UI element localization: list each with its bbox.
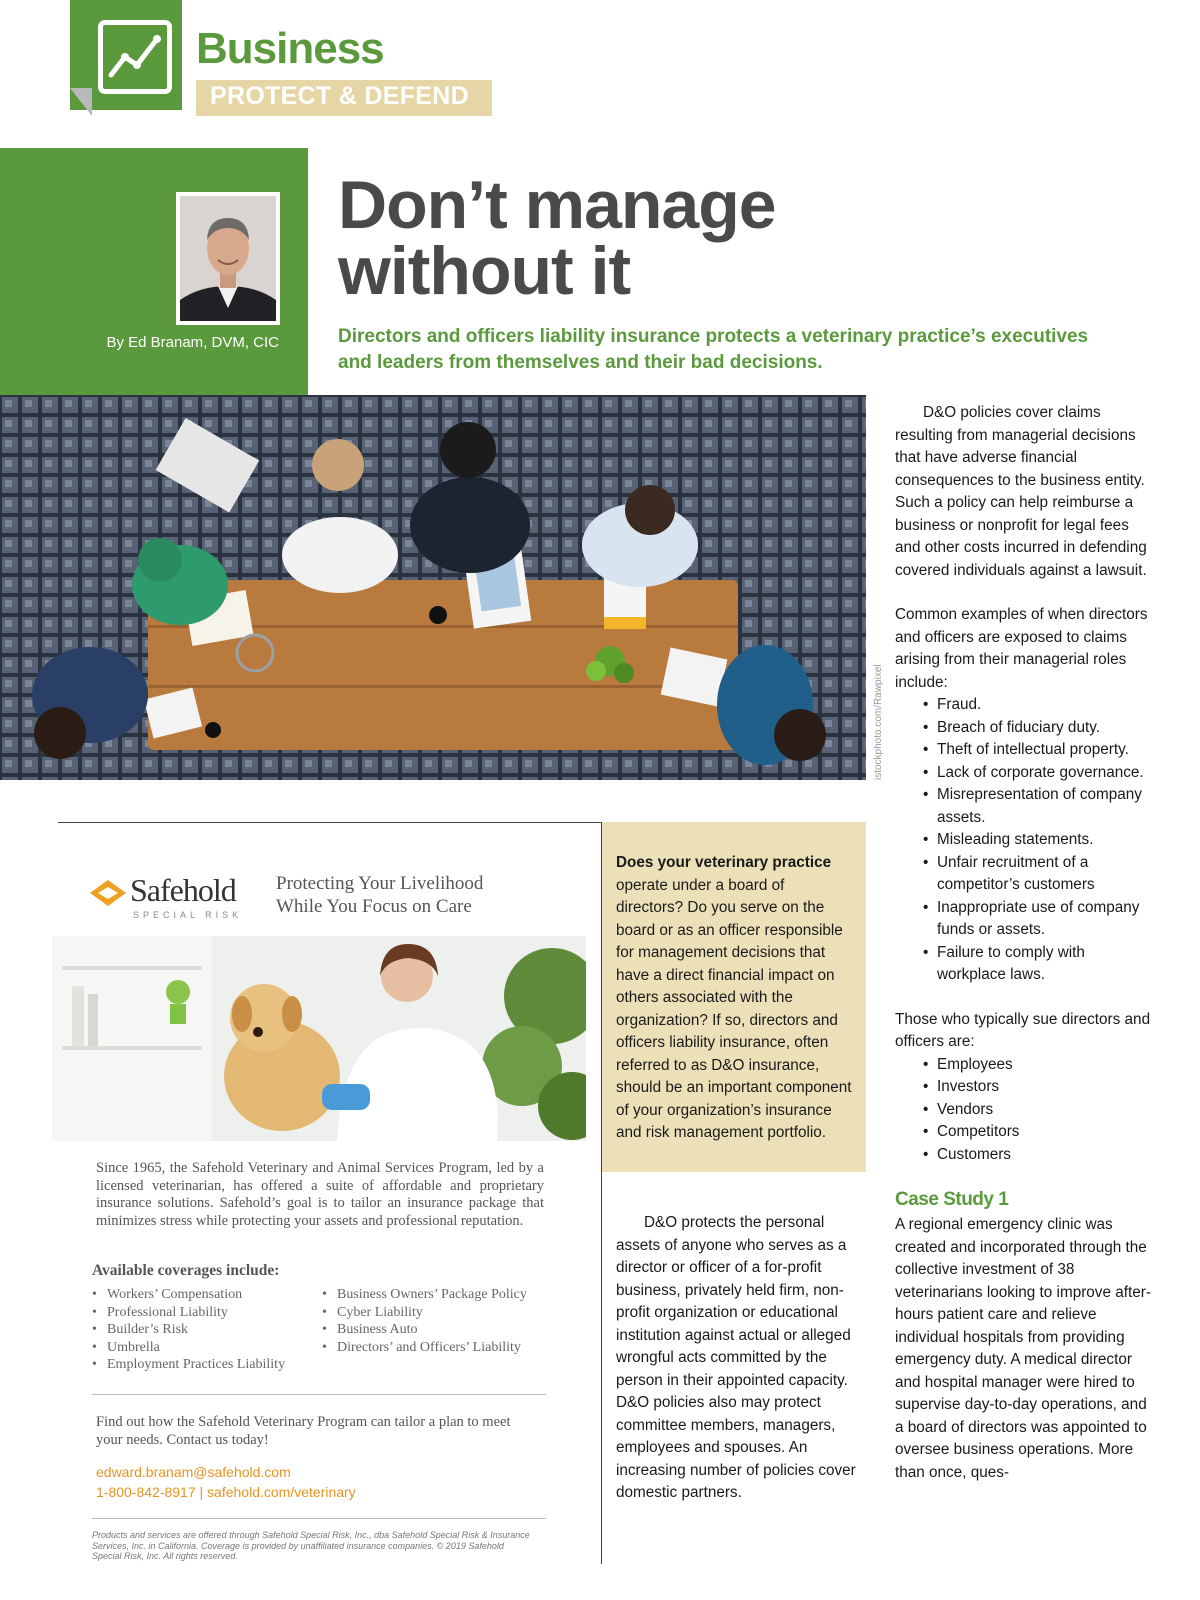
ad-email-link[interactable]: edward.branam@safehold.com <box>96 1464 291 1480</box>
list-item: • Workers’ Compensation <box>92 1286 312 1304</box>
ad-divider <box>92 1394 546 1395</box>
section-title: Business <box>196 24 384 73</box>
list-item: • Lack of corporate governance. <box>895 762 1157 785</box>
list-item: • Theft of intellectual property. <box>895 739 1157 762</box>
list-item: • Professional Liability <box>92 1304 312 1322</box>
list-item: • Employment Practices Liability <box>92 1356 312 1374</box>
list-item: • Misrepresentation of company assets. <box>895 784 1157 829</box>
ad-call-to-action: Find out how the Safehold Veterinary Program can tailor a plan to meet your needs. Contact us today! <box>96 1414 511 1448</box>
list-item: • Competitors <box>895 1121 1157 1144</box>
list-item: • Business Owners’ Package Policy <box>322 1286 562 1304</box>
callout-text: operate under a board of directors? Do you serve on the board or as an officer responsible for management decisions that have a direct financial impact on others associated with the organization? If so, directors and officers liability insurance, often referred to as D&O insurance, should be an important component of your organization’s insurance and risk management portfolio. <box>616 876 852 1141</box>
middle-paragraph: D&O protects the personal assets of anyone who serves as a director or officer of a for-profit business, privately held firm, non-profit organization or educational institution against actual or alleged wrongful acts committed by the person in their appointed capacity. D&O policies also may protect committee members, managers, employees and spouses. An increasing number of policies cover domestic partners. <box>616 1214 856 1501</box>
ad-coverages-right <box>322 1286 562 1356</box>
ad-phone-web-link[interactable]: 1-800-842-8917 | safehold.com/veterinary <box>96 1484 356 1500</box>
intro-paragraph: D&O policies cover claims resulting from managerial decisions that have adverse financial consequences to the business entity. Such a policy can help reimburse a business or nonprofit for legal fees and other costs incurred in defending covered individuals against a lawsuit. <box>895 404 1147 579</box>
headline-line-2: without it <box>338 233 631 309</box>
list-item: • Directors’ and Officers’ Liability <box>322 1339 562 1357</box>
article-deck: Directors and officers liability insurance protects a veterinary practice’s executives and leaders from themselves and their bad decisions. <box>338 326 1089 373</box>
list-item: • Cyber Liability <box>322 1304 562 1322</box>
sue-intro: Those who typically sue directors and officers are: <box>895 1010 1151 1050</box>
headline-line-1: Don’t manage <box>338 167 776 243</box>
safehold-logo-icon <box>88 878 128 908</box>
list-item: • Business Auto <box>322 1321 562 1339</box>
hero-photo <box>0 395 866 780</box>
headline <box>338 167 776 309</box>
examples-list <box>895 694 1157 987</box>
ad-tagline-line-1: Protecting Your Livelihood <box>276 873 484 894</box>
list-item: • Vendors <box>895 1099 1157 1122</box>
trend-chart-icon <box>98 20 172 94</box>
case-study-title: Case Study 1 <box>895 1189 1009 1210</box>
callout-box <box>602 822 866 1172</box>
callout-lead: Does your veterinary practice <box>616 854 832 871</box>
examples-intro: Common examples of when directors and officers are exposed to claims arising from their managerial roles include: <box>895 606 1148 691</box>
section-subtitle: PROTECT & DEFEND <box>196 80 492 116</box>
ad-tagline-line-2: While You Focus on Care <box>276 896 472 917</box>
case-study-text: A regional emergency clinic was created and incorporated through the collective investment of 38 veterinarians looking to improve after-hours patient care and relieve individual hospitals from providing emergency duty. A medical director and hospital manager were hired to supervise day-to-day operations, and a board of directors was appointed to oversee business operations. More than once, ques- <box>895 1216 1151 1481</box>
list-item: • Customers <box>895 1144 1157 1167</box>
list-item: • Builder’s Risk <box>92 1321 312 1339</box>
ad-coverages-left <box>92 1286 312 1374</box>
list-item: • Unfair recruitment of a competitor’s customers <box>895 852 1157 897</box>
list-item: • Breach of fiduciary duty. <box>895 717 1157 740</box>
ad-fine-print: Products and services are offered through Safehold Special Risk, Inc., dba Safehold Special Risk & Insurance Services, Inc. in California. Coverage is provided by unaffiliated insurance companies. © 2019 Safehold Special Risk, Inc. All rights reserved. <box>92 1530 530 1561</box>
ad-coverages-heading: Available coverages include: <box>92 1262 280 1279</box>
list-item: • Investors <box>895 1076 1157 1099</box>
ad-logo-name: Safehold <box>130 872 236 908</box>
ad-tagline <box>276 872 483 918</box>
list-item: • Employees <box>895 1054 1157 1077</box>
ad-photo <box>52 936 586 1141</box>
photo-credit: istockphoto.com/Rawpixel <box>873 664 884 780</box>
ad-body: Since 1965, the Safehold Veterinary and Animal Services Program, led by a licensed veterinarian, has offered a suite of affordable and proprietary insurance solutions. Safehold’s goal is to tailor an insurance package that minimizes stress while protecting your assets and professional reputation. <box>96 1160 544 1229</box>
ad-divider <box>92 1518 546 1519</box>
list-item: • Inappropriate use of company funds or assets. <box>895 897 1157 942</box>
list-item: • Umbrella <box>92 1339 312 1357</box>
list-item: • Misleading statements. <box>895 829 1157 852</box>
list-item: • Failure to comply with workplace laws. <box>895 942 1157 987</box>
sue-list <box>895 1054 1157 1167</box>
list-item: • Fraud. <box>895 694 1157 717</box>
byline: By Ed Branam, DVM, CIC <box>106 334 279 351</box>
ad-logo-subtitle: SPECIAL RISK <box>133 910 243 920</box>
author-headshot <box>176 192 280 325</box>
right-column <box>895 402 1157 1484</box>
